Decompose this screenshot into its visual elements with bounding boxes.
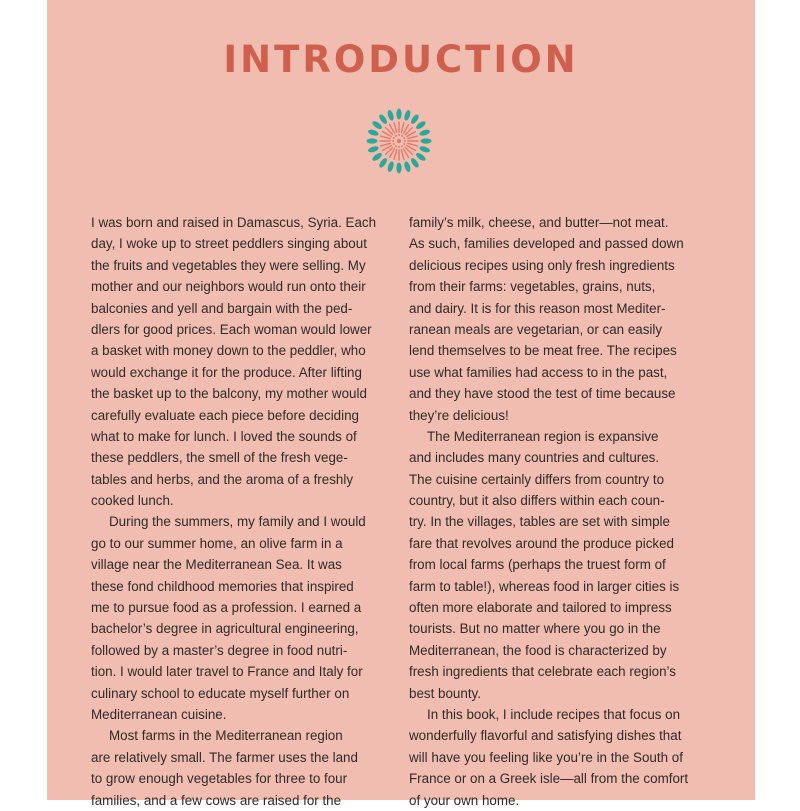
ornament-dot [401, 134, 404, 137]
ornament-petal [386, 109, 394, 121]
ornament-dot [395, 145, 398, 148]
right-column-line: wonderfully flavorful and satisfying dishes that [409, 728, 682, 744]
ornament-petal [403, 109, 411, 121]
left-column-line: cooked lunch. [91, 493, 174, 509]
right-column-line: Mediterranean, the food is characterized by [409, 642, 667, 658]
left-column-line: what to make for lunch. I loved the sounds of [91, 428, 357, 444]
sunburst-ornament-icon [365, 107, 433, 175]
book-page [47, 0, 755, 808]
ornament-dot [401, 145, 404, 148]
right-column-line: As such, families developed and passed down [409, 236, 684, 252]
left-column-line: balconies and yell and bargain with the ped- [91, 300, 353, 316]
ornament-petal [396, 163, 401, 174]
left-column-line: bachelor’s degree in agricultural engineering, [91, 621, 359, 637]
ornament-petal [371, 120, 383, 131]
right-column-line: and dairy. It is for this reason most Mediter- [409, 300, 666, 316]
left-column-line: village near the Mediterranean Sea. It was [91, 557, 342, 573]
ornament-petal [378, 157, 389, 169]
right-column-line: farm to table!), whereas food in larger cities is [409, 578, 680, 594]
left-column-line: go to our summer home, an olive farm in a [91, 535, 343, 551]
left-column-line: During the summers, my family and I would [109, 514, 366, 530]
right-text-column [409, 212, 709, 811]
left-column-line: day, I woke up to street peddlers singing about [91, 236, 367, 252]
ornament-petal [371, 152, 383, 163]
ornament-dot [403, 137, 406, 140]
right-column-line: fare that revolves around the produce picked [409, 535, 675, 551]
ornament-petal [419, 128, 431, 136]
left-column-line: the basket up to the balcony, my mother would [91, 386, 367, 402]
right-column-line: The Mediterranean region is expansive [427, 428, 659, 444]
right-column-line: will have you feeling like you’re in the South of [409, 749, 683, 765]
ornament-petal [419, 145, 431, 153]
right-column-line: fresh ingredients that celebrate each region’s [409, 664, 676, 680]
ornament-petal [403, 161, 411, 173]
right-column-line: best bounty. [409, 685, 481, 701]
ornament-dot [392, 143, 395, 146]
ornament-petal [386, 161, 394, 173]
right-column-line: delicious recipes using only fresh ingredients [409, 257, 675, 273]
left-text-column [91, 212, 391, 811]
ornament-ray [381, 136, 391, 139]
left-column-line: families, and a few cows are raised for the [91, 792, 342, 808]
right-column-line: try. In the villages, tables are set with simple [409, 514, 670, 530]
ornament-ray [401, 123, 404, 133]
right-column-line: and they have stood the test of time because [409, 386, 676, 402]
right-column-line: from local farms (perhaps the truest form of [409, 557, 666, 573]
left-column-line: these fond childhood memories that inspired [91, 578, 354, 594]
ornament-petal [367, 138, 378, 143]
left-column-line: these peddlers, the smell of the fresh vege- [91, 450, 348, 466]
ornament-petal [421, 138, 432, 143]
ornament-dot [398, 146, 400, 148]
ornament-petal [367, 128, 379, 136]
right-column-line: In this book, I include recipes that focus on [427, 706, 681, 722]
left-column-line: dlers for good prices. Each woman would lower [91, 321, 372, 337]
ornament-ray [408, 143, 418, 146]
ornament-petal [410, 113, 421, 125]
right-column-line: and includes many countries and cultures. [409, 450, 660, 466]
ornament-petal [415, 120, 427, 131]
ornament-dot [392, 137, 395, 140]
ornament-petal [378, 113, 389, 125]
ornament-center [397, 139, 401, 143]
right-column-line: use what families had access to in the past, [409, 364, 668, 380]
right-column-line: of your own home. [409, 792, 520, 808]
right-column-line: country, but it also differs within each coun- [409, 493, 665, 509]
left-column-line: culinary school to educate myself further on [91, 685, 350, 701]
left-column-line: to grow enough vegetables for three to four [91, 771, 348, 787]
right-column-line: often more elaborate and tailored to impress [409, 600, 672, 616]
left-column-line: mother and our neighbors would run onto their [91, 279, 366, 295]
right-column-line: France or on a Greek isle—all from the comfort [409, 771, 689, 787]
right-column-line: from their farms: vegetables, grains, nuts, [409, 279, 656, 295]
ornament-petal [396, 109, 401, 120]
ornament-ray [408, 136, 418, 139]
ornament-dot [395, 134, 398, 137]
left-column-line: me to pursue food as a profession. I earned a [91, 600, 362, 616]
ornament-petal [367, 145, 379, 153]
ornament-dot [403, 143, 406, 146]
ornament-ray [401, 150, 404, 160]
left-column-line: are relatively small. The farmer uses the land [91, 749, 358, 765]
left-column-line: Mediterranean cuisine. [91, 706, 227, 722]
right-column-line: lend themselves to be meat free. The recipes [409, 343, 677, 359]
ornament-dot [398, 134, 400, 136]
ornament-ray [381, 143, 391, 146]
left-column-line: followed by a master’s degree in food nutri- [91, 642, 348, 658]
left-column-line: a basket with money down to the peddler, who [91, 343, 366, 359]
ornament-petal [415, 152, 427, 163]
ornament-dot [404, 140, 406, 142]
ornament-ray [394, 150, 397, 160]
ornament-petal [410, 157, 421, 169]
left-column-line: tion. I would later travel to France and Italy for [91, 664, 363, 680]
ornament-ray [394, 123, 397, 133]
left-column-line: the fruits and vegetables they were selling. My [91, 257, 366, 273]
left-column-line: I was born and raised in Damascus, Syria. Each [91, 215, 377, 230]
left-column-line: Most farms in the Mediterranean region [109, 728, 343, 744]
left-column-line: carefully evaluate each piece before deciding [91, 407, 359, 423]
right-column-line: tourists. But no matter where you go in the [409, 621, 661, 637]
page-title: INTRODUCTION [223, 38, 579, 81]
ornament-dot [392, 140, 394, 142]
right-column-line: The cuisine certainly differs from country to [409, 471, 665, 487]
right-column-line: they’re delicious! [409, 407, 509, 423]
left-column-line: tables and herbs, and the aroma of a freshly [91, 471, 354, 487]
left-column-line: would exchange it for the produce. After lifting [91, 364, 362, 380]
right-column-line: ranean meals are vegetarian, or can easily [409, 321, 663, 337]
right-column-line: family’s milk, cheese, and butter—not meat. [409, 215, 669, 230]
